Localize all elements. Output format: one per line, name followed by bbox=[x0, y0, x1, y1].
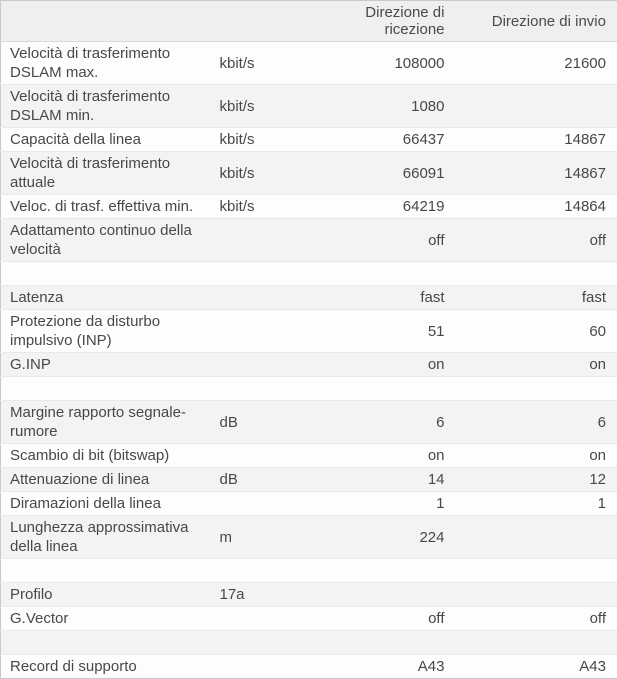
row-label: Capacità della linea bbox=[1, 128, 211, 152]
table-row bbox=[1, 444, 617, 468]
send-value: fast bbox=[456, 286, 617, 310]
header-receive-direction: Direzione di ricezione bbox=[311, 1, 456, 42]
row-label: G.Vector bbox=[1, 607, 211, 631]
receive-value: 1 bbox=[311, 492, 456, 516]
row-unit: kbit/s bbox=[211, 152, 311, 195]
row-unit: 17a bbox=[211, 583, 311, 607]
receive-value: A43 bbox=[311, 655, 456, 679]
receive-value: fast bbox=[311, 286, 456, 310]
send-value: off bbox=[456, 219, 617, 262]
header-label-column bbox=[1, 1, 211, 42]
send-value: 14867 bbox=[456, 128, 617, 152]
receive-value: on bbox=[311, 444, 456, 468]
table-row bbox=[1, 85, 617, 128]
row-label: Velocità di trasferimento DSLAM min. bbox=[1, 85, 211, 128]
table-row bbox=[1, 310, 617, 353]
table-row bbox=[1, 286, 617, 310]
send-value: 60 bbox=[456, 310, 617, 353]
row-label: Margine rapporto segnale-rumore bbox=[1, 401, 211, 444]
row-unit: dB bbox=[211, 468, 311, 492]
receive-value: 108000 bbox=[311, 42, 456, 85]
receive-value: 66091 bbox=[311, 152, 456, 195]
table-row bbox=[1, 195, 617, 219]
row-label: Protezione da disturbo impulsivo (INP) bbox=[1, 310, 211, 353]
table-row bbox=[1, 128, 617, 152]
dsl-table-body bbox=[1, 42, 617, 679]
table-row bbox=[1, 583, 617, 607]
row-label: Attenuazione di linea bbox=[1, 468, 211, 492]
receive-value: off bbox=[311, 607, 456, 631]
row-label: Diramazioni della linea bbox=[1, 492, 211, 516]
receive-value: 1080 bbox=[311, 85, 456, 128]
send-value: 14867 bbox=[456, 152, 617, 195]
send-value bbox=[456, 583, 617, 607]
spacer-cell bbox=[1, 377, 617, 401]
send-value: 21600 bbox=[456, 42, 617, 85]
send-value: A43 bbox=[456, 655, 617, 679]
send-value: 14864 bbox=[456, 195, 617, 219]
row-unit bbox=[211, 444, 311, 468]
row-unit bbox=[211, 286, 311, 310]
table-row bbox=[1, 152, 617, 195]
row-label: Scambio di bit (bitswap) bbox=[1, 444, 211, 468]
send-value bbox=[456, 85, 617, 128]
row-label: Lunghezza approssimativa della linea bbox=[1, 516, 211, 559]
table-row bbox=[1, 607, 617, 631]
receive-value: 6 bbox=[311, 401, 456, 444]
table-row bbox=[1, 516, 617, 559]
receive-value: 66437 bbox=[311, 128, 456, 152]
table-row bbox=[1, 42, 617, 85]
row-unit bbox=[211, 310, 311, 353]
table-row bbox=[1, 401, 617, 444]
receive-value: 14 bbox=[311, 468, 456, 492]
send-value: 12 bbox=[456, 468, 617, 492]
receive-value: off bbox=[311, 219, 456, 262]
table-row bbox=[1, 353, 617, 377]
spacer-row bbox=[1, 262, 617, 286]
table-row bbox=[1, 468, 617, 492]
row-unit bbox=[211, 219, 311, 262]
row-unit: kbit/s bbox=[211, 42, 311, 85]
receive-value bbox=[311, 583, 456, 607]
row-label: Record di supporto bbox=[1, 655, 211, 679]
row-unit: m bbox=[211, 516, 311, 559]
row-unit: kbit/s bbox=[211, 195, 311, 219]
row-unit: kbit/s bbox=[211, 128, 311, 152]
spacer-row bbox=[1, 377, 617, 401]
row-label: Velocità di trasferimento DSLAM max. bbox=[1, 42, 211, 85]
row-unit: dB bbox=[211, 401, 311, 444]
row-unit: kbit/s bbox=[211, 85, 311, 128]
row-label: Veloc. di trasf. effettiva min. bbox=[1, 195, 211, 219]
send-value: off bbox=[456, 607, 617, 631]
header-unit-column bbox=[211, 1, 311, 42]
row-label: Velocità di trasferimento attuale bbox=[1, 152, 211, 195]
receive-value: on bbox=[311, 353, 456, 377]
row-label: G.INP bbox=[1, 353, 211, 377]
table-row bbox=[1, 492, 617, 516]
header-send-direction: Direzione di invio bbox=[456, 1, 617, 42]
row-label: Adattamento continuo della velocità bbox=[1, 219, 211, 262]
row-label: Profilo bbox=[1, 583, 211, 607]
table-row bbox=[1, 655, 617, 679]
spacer-row bbox=[1, 631, 617, 655]
send-value bbox=[456, 516, 617, 559]
spacer-cell bbox=[1, 559, 617, 583]
row-unit bbox=[211, 353, 311, 377]
receive-value: 51 bbox=[311, 310, 456, 353]
table-header-row bbox=[1, 1, 617, 42]
send-value: 1 bbox=[456, 492, 617, 516]
table-row bbox=[1, 219, 617, 262]
receive-value: 64219 bbox=[311, 195, 456, 219]
row-unit bbox=[211, 655, 311, 679]
send-value: on bbox=[456, 444, 617, 468]
row-label: Latenza bbox=[1, 286, 211, 310]
receive-value: 224 bbox=[311, 516, 456, 559]
spacer-row bbox=[1, 559, 617, 583]
spacer-cell bbox=[1, 262, 617, 286]
row-unit bbox=[211, 492, 311, 516]
send-value: on bbox=[456, 353, 617, 377]
send-value: 6 bbox=[456, 401, 617, 444]
spacer-cell bbox=[1, 631, 617, 655]
row-unit bbox=[211, 607, 311, 631]
